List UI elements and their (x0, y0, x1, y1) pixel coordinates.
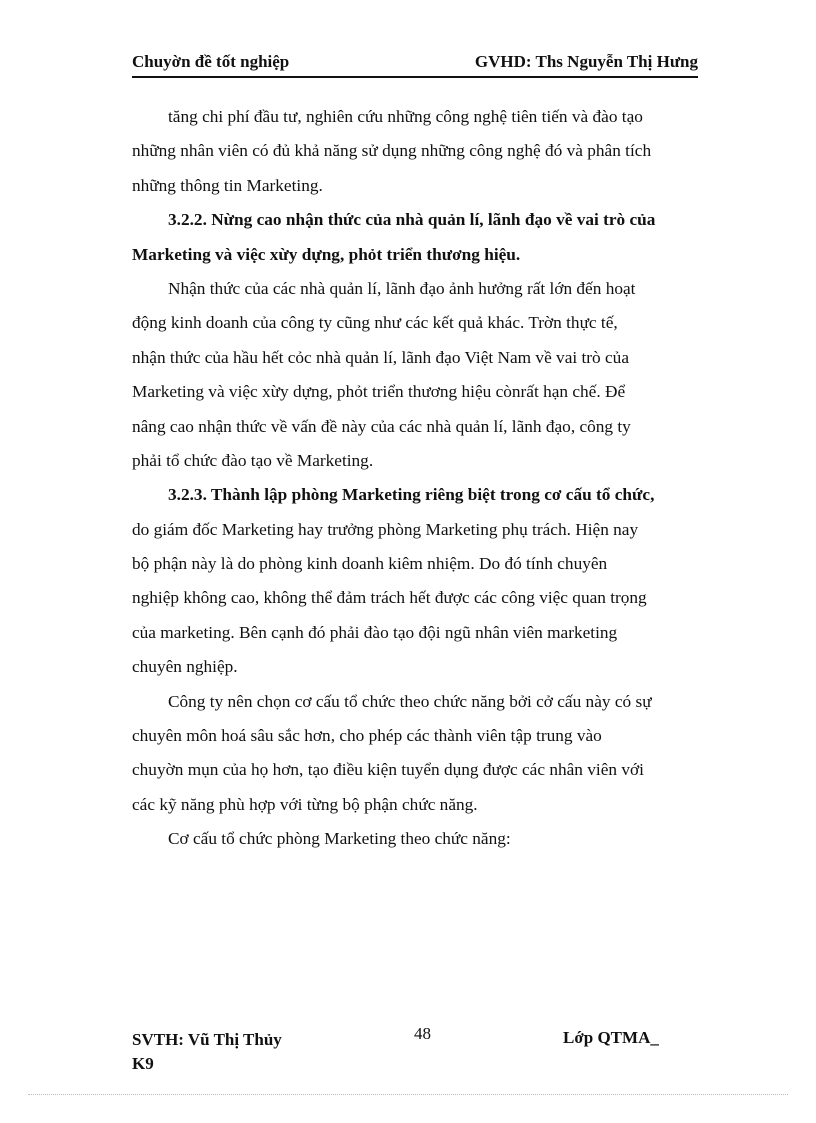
text-line: Cơ cấu tổ chức phòng Marketing theo chức năng: (168, 829, 511, 849)
footer-class: Lớp QTMA_ (563, 1028, 659, 1047)
page-header (132, 52, 698, 78)
text-line: các kỹ năng phù hợp với từng bộ phận chức năng. (132, 794, 478, 814)
document-body (132, 100, 698, 857)
header-advisor: GVHD: Ths Nguyễn Thị Hưng (474, 52, 698, 71)
text-line: do giám đốc Marketing hay trưởng phòng Marketing phụ trách. Hiện nay (132, 519, 639, 539)
text-line: nhận thức của hầu hết cỏc nhà quản lí, lãnh đạo Việt Nam về vai trò của (132, 347, 629, 367)
text-line: tăng chi phí đầu tư, nghiên cứu những công nghệ tiên tiến và đào tạo (168, 107, 643, 126)
text-line: Nhận thức của các nhà quản lí, lãnh đạo ảnh hưởng rất lớn đến hoạt (168, 278, 636, 298)
student-cohort: K9 (132, 1054, 154, 1073)
page-bottom-divider (28, 1094, 788, 1095)
header-title: Chuyờn đề tốt nghiệp (132, 52, 290, 71)
text-line: những nhân viên có đủ khả năng sử dụng những công nghệ đó và phân tích (132, 141, 652, 161)
heading-line: 3.2.2. Nừng cao nhận thức của nhà quản lí, lãnh đạo về vai trò của (168, 210, 656, 230)
heading-line: Marketing và việc xừy dựng, phỏt triển thương hiệu. (132, 244, 521, 264)
text-line: chuyên môn hoá sâu sắc hơn, cho phép các thành viên tập trung vào (132, 726, 602, 746)
text-line: những thông tin Marketing. (132, 175, 323, 195)
paragraph (132, 478, 698, 684)
text-line: chuyờn mụn của họ hơn, tạo điều kiện tuyển dụng được các nhân viên với (132, 760, 644, 780)
page-number: 48 (414, 1024, 431, 1043)
text-line: Marketing và việc xừy dựng, phỏt triển thương hiệu cònrất hạn chế. Để (132, 382, 626, 402)
paragraph (132, 685, 698, 823)
text-line: động kinh doanh của công ty cũng như các kết quả khác. Trờn thực tế, (132, 313, 618, 333)
text-line: của marketing. Bên cạnh đó phải đào tạo đội ngũ nhân viên marketing (132, 622, 618, 642)
paragraph (132, 822, 698, 856)
section-heading-3-2-3: 3.2.3. Thành lập phòng Marketing riêng biệt trong cơ cấu tổ chức, (168, 485, 655, 505)
text-line: nghiệp không cao, không thể đảm trách hết được các công việc quan trọng (132, 588, 647, 608)
paragraph (132, 100, 698, 203)
text-line: chuyên nghiệp. (132, 657, 238, 677)
paragraph (132, 272, 698, 478)
text-line: Công ty nên chọn cơ cấu tổ chức theo chức năng bởi cở cấu này có sự (168, 691, 652, 711)
text-line: phải tổ chức đào tạo về Marketing. (132, 450, 374, 470)
section-heading-3-2-2 (132, 203, 698, 272)
student-name: SVTH: Vũ Thị Thủy (132, 1030, 282, 1049)
footer-student (132, 1028, 282, 1076)
text-line: bộ phận này là do phòng kinh doanh kiêm nhiệm. Do đó tính chuyên (132, 554, 608, 574)
text-line: nâng cao nhận thức về vấn đề này của các nhà quản lí, lãnh đạo, công ty (132, 416, 631, 436)
